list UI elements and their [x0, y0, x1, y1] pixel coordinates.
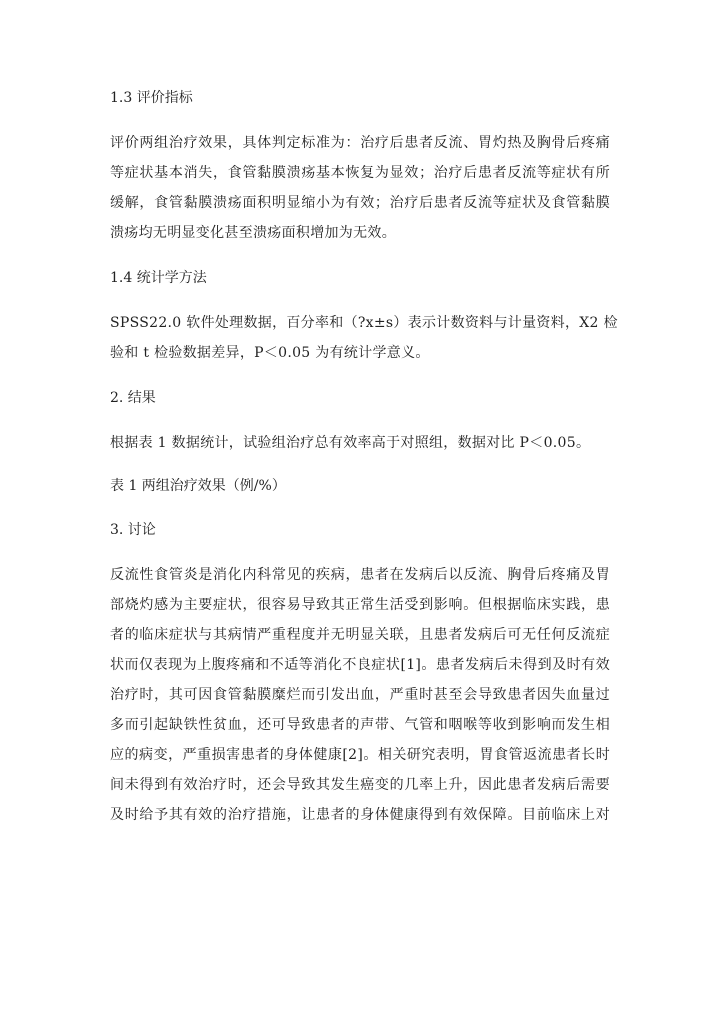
text-line: 及时给予其有效的治疗措施，让患者的身体健康得到有效保障。目前临床上对	[110, 807, 610, 823]
text-line: 治疗时，其可因食管黏膜糜烂而引发出血，严重时甚至会导致患者因失血量过	[110, 687, 610, 703]
text-line: 评价两组治疗效果，具体判定标准为：治疗后患者反流、胃灼热及胸骨后疼痛	[110, 135, 610, 151]
text-line: 多而引起缺铁性贫血，还可导致患者的声带、气管和咽喉等收到影响而发生相	[110, 717, 610, 733]
section-heading-1-4: 1.4 统计学方法	[110, 270, 207, 286]
text-line: 缓解，食管黏膜溃疡面积明显缩小为有效；治疗后患者反流等症状及食管黏膜	[110, 195, 610, 211]
table-caption: 表 1 两组治疗效果（例/%）	[110, 478, 286, 494]
paragraph-statistics	[110, 308, 618, 368]
section-heading-1-3: 1.3 评价指标	[110, 90, 193, 106]
text-line: 等症状基本消失，食管黏膜溃疡基本恢复为显效；治疗后患者反流等症状有所	[110, 165, 610, 181]
paragraph-evaluation-criteria	[110, 128, 610, 248]
paragraph-discussion	[110, 560, 610, 830]
text-line: 应的病变，严重损害患者的身体健康[2]。相关研究表明，胃食管返流患者长时	[110, 747, 610, 763]
document-page	[110, 84, 618, 846]
text-line: 验和 t 检验数据差异，P＜0.05 为有统计学意义。	[110, 345, 430, 361]
paragraph-results	[110, 428, 610, 458]
text-line: SPSS22.0 软件处理数据，百分率和（?x±s）表示计数资料与计量资料，X2 检	[110, 315, 618, 331]
text-line: 者的临床症状与其病情严重程度并无明显关联，且患者发病后可无任何反流症	[110, 627, 610, 643]
text-line: 根据表 1 数据统计，试验组治疗总有效率高于对照组，数据对比 P＜0.05。	[110, 435, 591, 451]
text-line: 间未得到有效治疗时，还会导致其发生癌变的几率上升，因此患者发病后需要	[110, 777, 610, 793]
section-heading-3: 3. 讨论	[110, 522, 156, 538]
text-line: 状而仅表现为上腹疼痛和不适等消化不良症状[1]。患者发病后未得到及时有效	[110, 657, 610, 673]
section-heading-2: 2. 结果	[110, 390, 156, 406]
text-line: 溃疡均无明显变化甚至溃疡面积增加为无效。	[110, 225, 396, 241]
text-line: 部烧灼感为主要症状，很容易导致其正常生活受到影响。但根据临床实践，患	[110, 597, 610, 613]
text-line: 反流性食管炎是消化内科常见的疾病，患者在发病后以反流、胸骨后疼痛及胃	[110, 567, 610, 583]
